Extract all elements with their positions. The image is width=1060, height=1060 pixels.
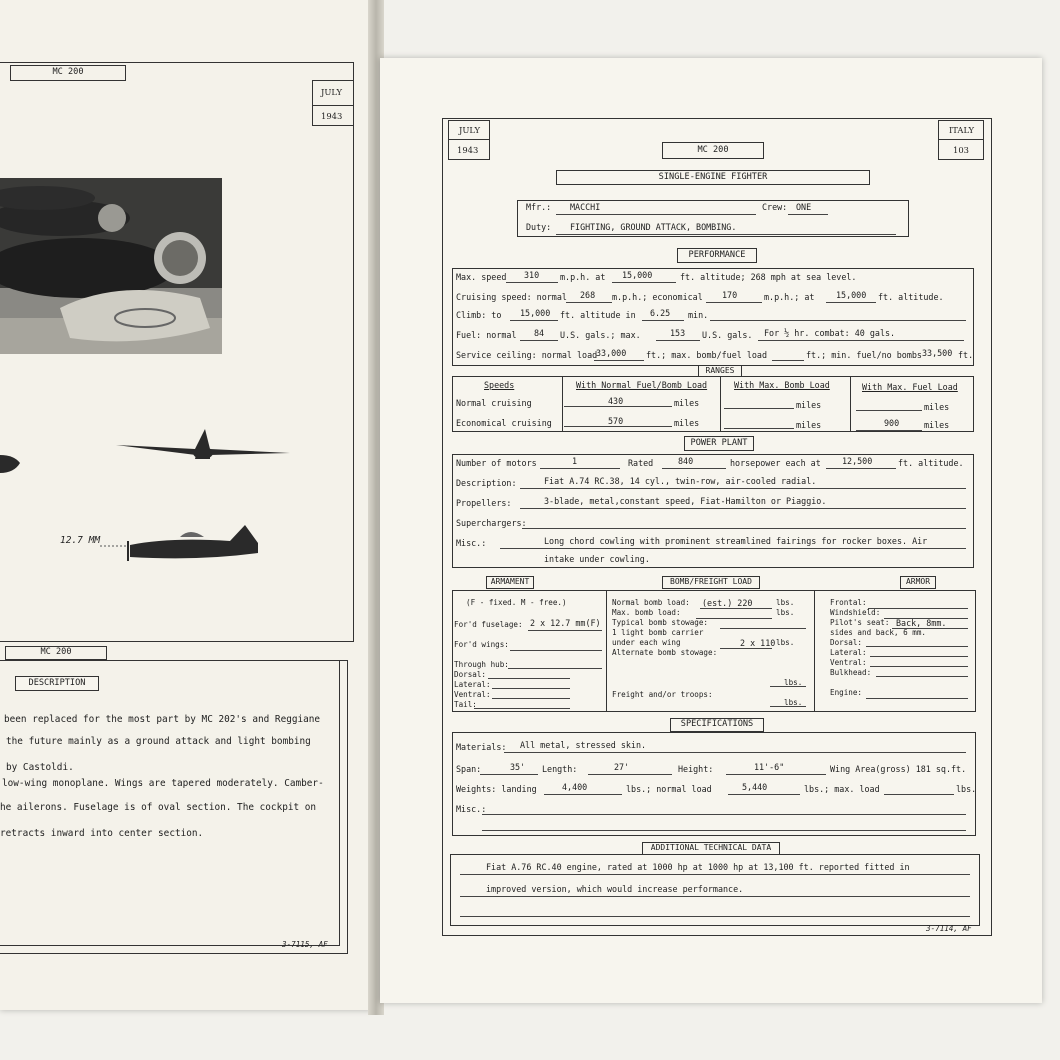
additional-line: improved version, which would increase performance.	[486, 884, 744, 894]
left-header-box: MC 200	[10, 65, 126, 81]
bomb-typical-value: 2 x 110	[740, 638, 776, 648]
additional-line: Fiat A.76 RC.40 engine, rated at 1000 hp at 1000 hp at 13,100 ft. reported fitted in	[486, 862, 910, 872]
ranges-unit: miles	[924, 420, 950, 430]
mph-at-label: m.p.h. at	[560, 272, 606, 282]
aircraft-photo	[0, 178, 222, 354]
pp-misc-label: Misc.:	[456, 538, 487, 548]
bomb-lbs: lbs.	[784, 698, 803, 707]
materials-label: Materials:	[456, 742, 507, 752]
right-page	[380, 58, 1042, 1003]
description-line: low-wing monoplane. Wings are tapered moderately. Camber-	[2, 778, 324, 789]
ceiling-min-value: 33,500	[922, 348, 953, 358]
duty-value: FIGHTING, GROUND ATTACK, BOMBING.	[570, 222, 737, 232]
weights-label: Weights: landing	[456, 784, 537, 794]
length-label: Length:	[542, 764, 578, 774]
pp-misc-line: intake under cowling.	[544, 554, 650, 564]
cruise-label: Cruising speed: normal	[456, 292, 567, 302]
mfr-label: Mfr.:	[526, 202, 552, 212]
ranges-tag: RANGES	[698, 365, 742, 377]
additional-tag: ADDITIONAL TECHNICAL DATA	[642, 842, 780, 855]
climb-alt-value: 15,000	[520, 308, 551, 318]
rated-label: Rated	[628, 458, 654, 468]
armor-bulkhead-label: Bulkhead:	[830, 668, 872, 677]
ranges-unit: miles	[674, 398, 700, 408]
fuel-mid: U.S. gals.; max.	[560, 330, 641, 340]
bomb-normal-value: (est.) 220	[702, 598, 753, 608]
armor-engine-label: Engine:	[830, 688, 863, 697]
arm-tail-label: Tail:	[454, 700, 477, 709]
hp-label: horsepower each at	[730, 458, 821, 468]
gun-annotation: 12.7 MM	[60, 535, 101, 546]
fuel-max-value: 153	[670, 328, 686, 338]
freight-label: Freight and/or troops:	[612, 690, 713, 699]
right-date-year: 1943	[457, 145, 479, 155]
climb-mid: ft. altitude in	[560, 310, 636, 320]
armor-lateral-label: Lateral:	[830, 648, 867, 657]
description-line: he ailerons. Fuselage is of oval section. The cockpit on	[0, 802, 317, 813]
fuselage-label: For'd fuselage:	[454, 620, 523, 629]
left-footer-box: MC 200	[5, 646, 107, 660]
aircraft-silhouettes	[0, 425, 300, 575]
armor-tag: ARMOR	[900, 576, 936, 589]
description-line: the future mainly as a ground attack and light bombing	[6, 736, 311, 747]
ranges-row-max-fuel: 900	[884, 418, 900, 428]
description-line: been replaced for the most part by MC 202's and Reggiane	[4, 714, 321, 725]
cruise-alt-value: 15,000	[836, 290, 867, 300]
cruise-econ-value: 170	[722, 290, 738, 300]
wing-area-value: Wing Area(gross) 181 sq.ft.	[830, 764, 967, 774]
armor-pilot-value: Back, 8mm.	[896, 618, 947, 628]
page-number: 103	[953, 145, 969, 155]
hp-ft-alt: ft. altitude.	[898, 458, 964, 468]
ranges-header-normal: With Normal Fuel/Bomb Load	[576, 380, 708, 390]
aircraft-type: SINGLE-ENGINE FIGHTER	[556, 170, 870, 185]
max-speed-tail: ft. altitude; 268 mph at sea level.	[680, 272, 857, 282]
left-page	[0, 0, 372, 1010]
cruise-mid2: m.p.h.; at	[764, 292, 815, 302]
duty-label: Duty:	[526, 222, 552, 232]
left-date-month: JULY	[321, 87, 342, 97]
armor-frontal-label: Frontal:	[830, 598, 867, 607]
description-line: retracts inward into center section.	[0, 828, 204, 839]
max-speed-alt-value: 15,000	[622, 270, 653, 280]
power-plant-box	[452, 454, 974, 568]
arm-ventral-label: Ventral:	[454, 690, 491, 699]
mfr-value: MACCHI	[570, 202, 601, 212]
normal-load-label: lbs.; normal load	[626, 784, 712, 794]
height-label: Height:	[678, 764, 714, 774]
armor-pilot-line: sides and back, 6 mm.	[830, 628, 927, 637]
hp-alt-value: 12,500	[842, 456, 873, 466]
bomb-typical-line: 1 light bomb carrier	[612, 628, 704, 637]
length-value: 27'	[614, 762, 630, 772]
country: ITALY	[949, 125, 975, 135]
fuel-mid2: U.S. gals.	[702, 330, 753, 340]
height-value: 11'-6"	[754, 762, 785, 772]
ranges-unit: miles	[796, 400, 822, 410]
fuel-normal-value: 84	[534, 328, 545, 338]
ceiling-mid2: ft.; min. fuel/no bombs	[806, 350, 922, 360]
power-plant-tag: POWER PLANT	[684, 436, 754, 451]
ranges-row-speed: Normal cruising	[456, 398, 532, 408]
motors-value: 1	[572, 456, 578, 466]
bomb-load-tag: BOMB/FREIGHT LOAD	[662, 576, 760, 589]
armor-dorsal-label: Dorsal:	[830, 638, 863, 647]
max-speed-label: Max. speed	[456, 272, 507, 282]
bomb-lbs: lbs.	[776, 638, 795, 647]
cruise-normal-value: 268	[580, 290, 596, 300]
climb-min-value: 6.25	[650, 308, 671, 318]
specifications-tag: SPECIFICATIONS	[670, 718, 764, 732]
ranges-row-normal: 570	[608, 416, 624, 426]
right-date-box	[448, 120, 490, 160]
ranges-header-max-bomb: With Max. Bomb Load	[734, 380, 830, 390]
description-line: by Castoldi.	[6, 762, 74, 773]
bomb-typical-label: Typical bomb stowage:	[612, 618, 709, 627]
bomb-typical-line: under each wing	[612, 638, 681, 647]
ranges-unit: miles	[796, 420, 822, 430]
spec-misc-label: Misc.:	[456, 804, 487, 814]
country-box	[938, 120, 984, 160]
armor-windshield-label: Windshield:	[830, 608, 881, 617]
description-tag: DESCRIPTION	[15, 676, 99, 691]
ceiling-ft: ft.	[958, 350, 974, 360]
span-value: 35'	[510, 762, 526, 772]
prop-value: 3-blade, metal,constant speed, Fiat-Hamilton or Piaggio.	[544, 496, 827, 506]
crew-label: Crew:	[762, 202, 788, 212]
wings-label: For'd wings:	[454, 640, 509, 649]
ranges-unit: miles	[674, 418, 700, 428]
aircraft-title: MC 200	[662, 142, 764, 159]
hub-label: Through hub:	[454, 660, 509, 669]
bomb-alt-label: Alternate bomb stowage:	[612, 648, 718, 657]
bomb-lbs: lbs.	[776, 608, 795, 617]
ceiling-normal-value: 33,000	[596, 348, 627, 358]
arm-dorsal-label: Dorsal:	[454, 670, 487, 679]
armor-pilot-label: Pilot's seat:	[830, 618, 890, 627]
super-label: Superchargers:	[456, 518, 527, 528]
desc-value: Fiat A.74 RC.38, 14 cyl., twin-row, air-cooled radial.	[544, 476, 817, 486]
armor-ventral-label: Ventral:	[830, 658, 867, 667]
ranges-row-speed: Economical cruising	[456, 418, 552, 428]
performance-tag: PERFORMANCE	[677, 248, 757, 263]
bomb-max-label: Max. bomb load:	[612, 608, 681, 617]
cruise-mid: m.p.h.; economical	[612, 292, 703, 302]
climb-label: Climb: to	[456, 310, 502, 320]
cruise-ft-alt: ft. altitude.	[878, 292, 944, 302]
fuselage-value: 2 x 12.7 mm(F)	[530, 618, 601, 628]
motors-label: Number of motors	[456, 458, 537, 468]
normal-load-value: 5,440	[742, 782, 768, 792]
arm-lateral-label: Lateral:	[454, 680, 491, 689]
bomb-normal-label: Normal bomb load:	[612, 598, 690, 607]
ranges-header-speeds: Speeds	[484, 380, 515, 390]
max-load-lbs: lbs.	[956, 784, 977, 794]
ranges-header-max-fuel: With Max. Fuel Load	[862, 382, 958, 392]
right-page-code: 3-7114, AF	[926, 924, 972, 933]
crew-value: ONE	[796, 202, 812, 212]
climb-min-label: min.	[688, 310, 709, 320]
left-page-code: 3-7115, AF	[282, 940, 328, 949]
fuel-label: Fuel: normal	[456, 330, 517, 340]
ranges-unit: miles	[924, 402, 950, 412]
right-date-month: JULY	[459, 125, 480, 135]
max-speed-value: 310	[524, 270, 540, 280]
landing-value: 4,400	[562, 782, 588, 792]
ceiling-mid: ft.; max. bomb/fuel load	[646, 350, 768, 360]
desc-label: Description:	[456, 478, 517, 488]
prop-label: Propellers:	[456, 498, 512, 508]
materials-value: All metal, stressed skin.	[520, 740, 647, 750]
max-load-label: lbs.; max. load	[804, 784, 880, 794]
fuel-combat-value: For ½ hr. combat: 40 gals.	[764, 328, 896, 338]
pp-misc-line: Long chord cowling with prominent streamlined fairings for rocker boxes. Air	[544, 536, 928, 546]
left-date-year: 1943	[321, 111, 343, 121]
bomb-lbs: lbs.	[784, 678, 803, 687]
rated-value: 840	[678, 456, 694, 466]
ceiling-label: Service ceiling: normal load	[456, 350, 598, 360]
bomb-lbs: lbs.	[776, 598, 795, 607]
ranges-row-normal: 430	[608, 396, 624, 406]
left-date-box	[312, 80, 354, 126]
armament-legend: (F - fixed. M - free.)	[466, 598, 567, 607]
armament-tag: ARMAMENT	[486, 576, 534, 589]
span-label: Span:	[456, 764, 482, 774]
